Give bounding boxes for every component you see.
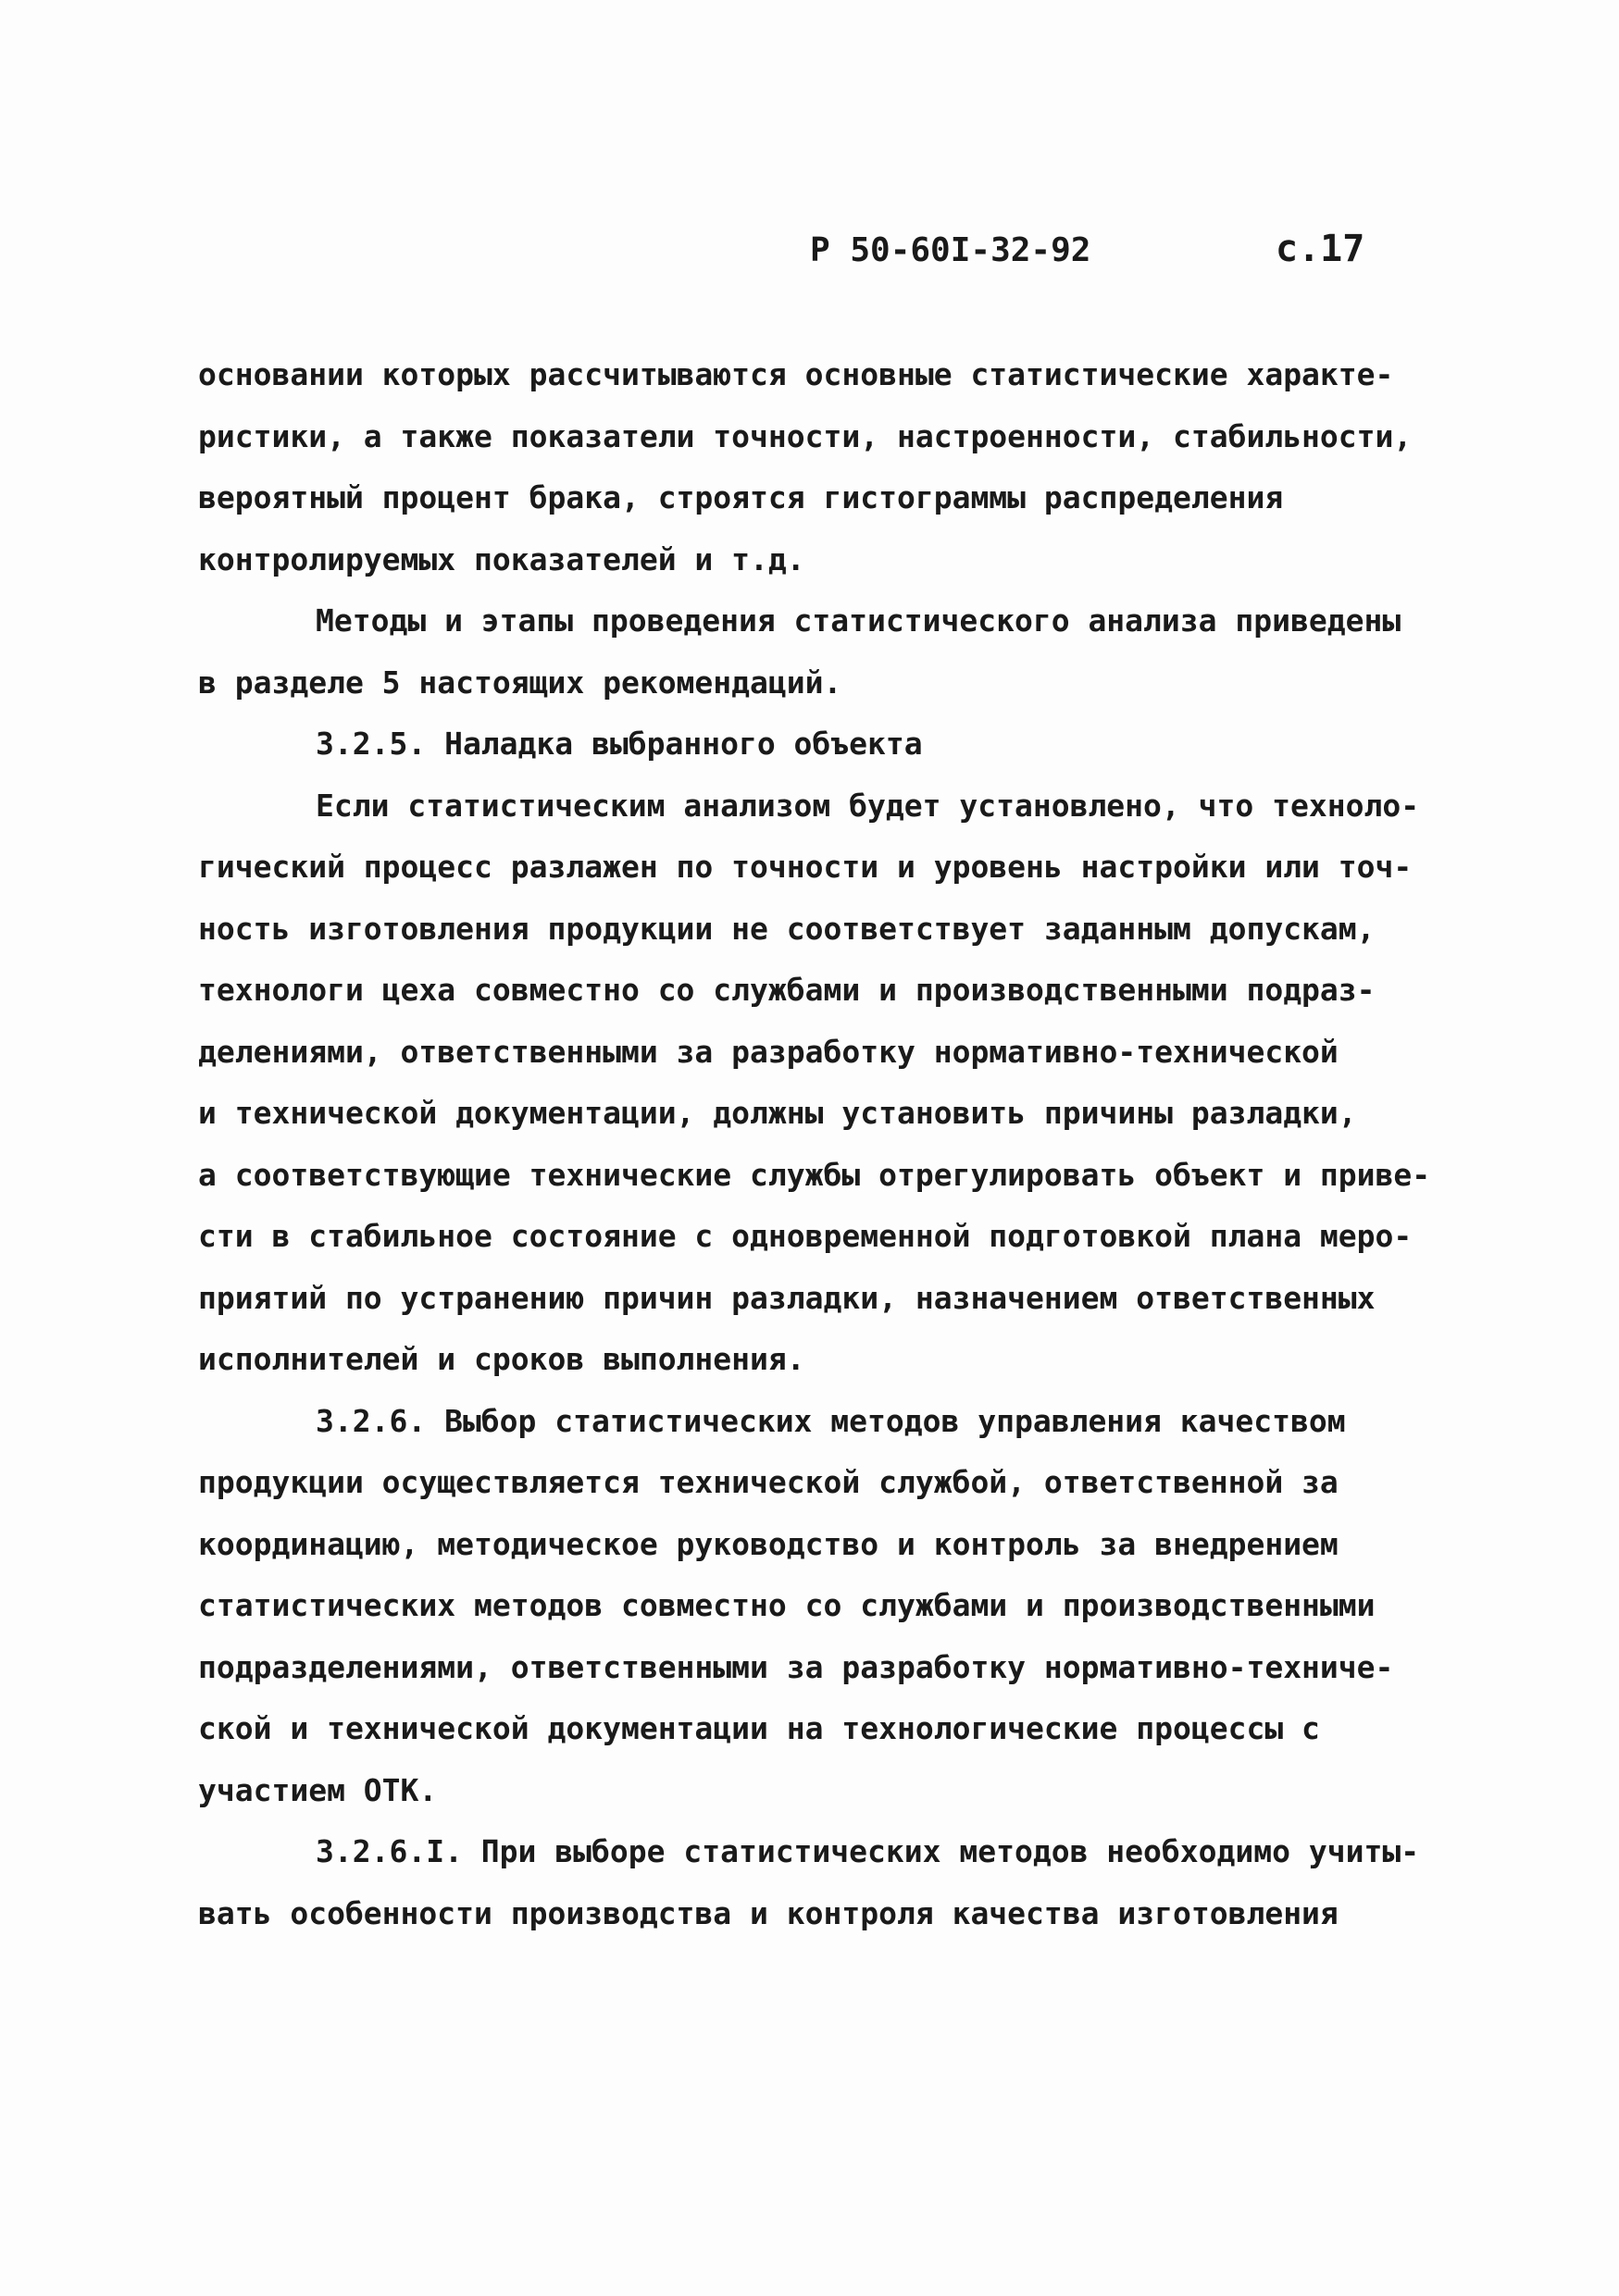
text-line: технологи цеха совместно со службами и производственными подраз-	[198, 972, 1376, 1008]
text-line: статистических методов совместно со службами и производственными	[198, 1587, 1376, 1623]
paragraph-first-line: 3.2.6.I. При выборе статистических методов необходимо учиты-	[316, 1833, 1420, 1869]
text-line: продукции осуществляется технической службой, ответственной за	[198, 1464, 1339, 1500]
text-line: вероятный процент брака, строятся гистограммы распределения	[198, 479, 1284, 515]
text-line: контролируемых показателей и т.д.	[198, 540, 805, 577]
paragraph-first-line: Если статистическим анализом будет установлено, что техноло-	[316, 787, 1420, 824]
text-line: а соответствующие технические службы отрегулировать объект и приве-	[198, 1156, 1431, 1193]
text-line: координацию, методическое руководство и контроль за внедрением	[198, 1525, 1339, 1562]
text-line: вать особенности производства и контроля качества изготовления	[198, 1894, 1339, 1931]
text-line: гический процесс разлажен по точности и уровень настройки или точ-	[198, 849, 1413, 885]
text-line: в разделе 5 настоящих рекомендаций.	[198, 664, 842, 701]
text-line: ской и технической документации на технологические процессы с	[198, 1710, 1320, 1746]
text-line: подразделениями, ответственными за разработку нормативно-техниче-	[198, 1648, 1394, 1685]
paragraph-first-line: Методы и этапы проведения статистического анализа приведены	[316, 602, 1401, 639]
text-line: сти в стабильное состояние с одновременной подготовкой плана меро-	[198, 1218, 1413, 1254]
page-header	[0, 228, 1619, 287]
text-line: ность изготовления продукции не соответствует заданным допускам,	[198, 910, 1376, 947]
text-line: делениями, ответственными за разработку нормативно-технической	[198, 1033, 1339, 1070]
text-line: исполнителей и сроков выполнения.	[198, 1341, 805, 1377]
page-number: с.17	[1276, 228, 1365, 270]
text-line: и технической документации, должны установить причины разладки,	[198, 1095, 1357, 1131]
text-line: ристики, а также показатели точности, настроенности, стабильности,	[198, 417, 1413, 454]
text-line: основании которых рассчитываются основные статистические характе-	[198, 356, 1394, 392]
text-line: приятий по устранению причин разладки, назначением ответственных	[198, 1279, 1376, 1316]
text-line: участием ОТК.	[198, 1771, 438, 1808]
body-text	[198, 344, 1457, 1944]
paragraph-first-line: 3.2.6. Выбор статистических методов управления качеством	[316, 1402, 1346, 1439]
document-code: Р 50-60I-32-92	[810, 231, 1091, 269]
section-heading: 3.2.5. Наладка выбранного объекта	[316, 726, 923, 762]
